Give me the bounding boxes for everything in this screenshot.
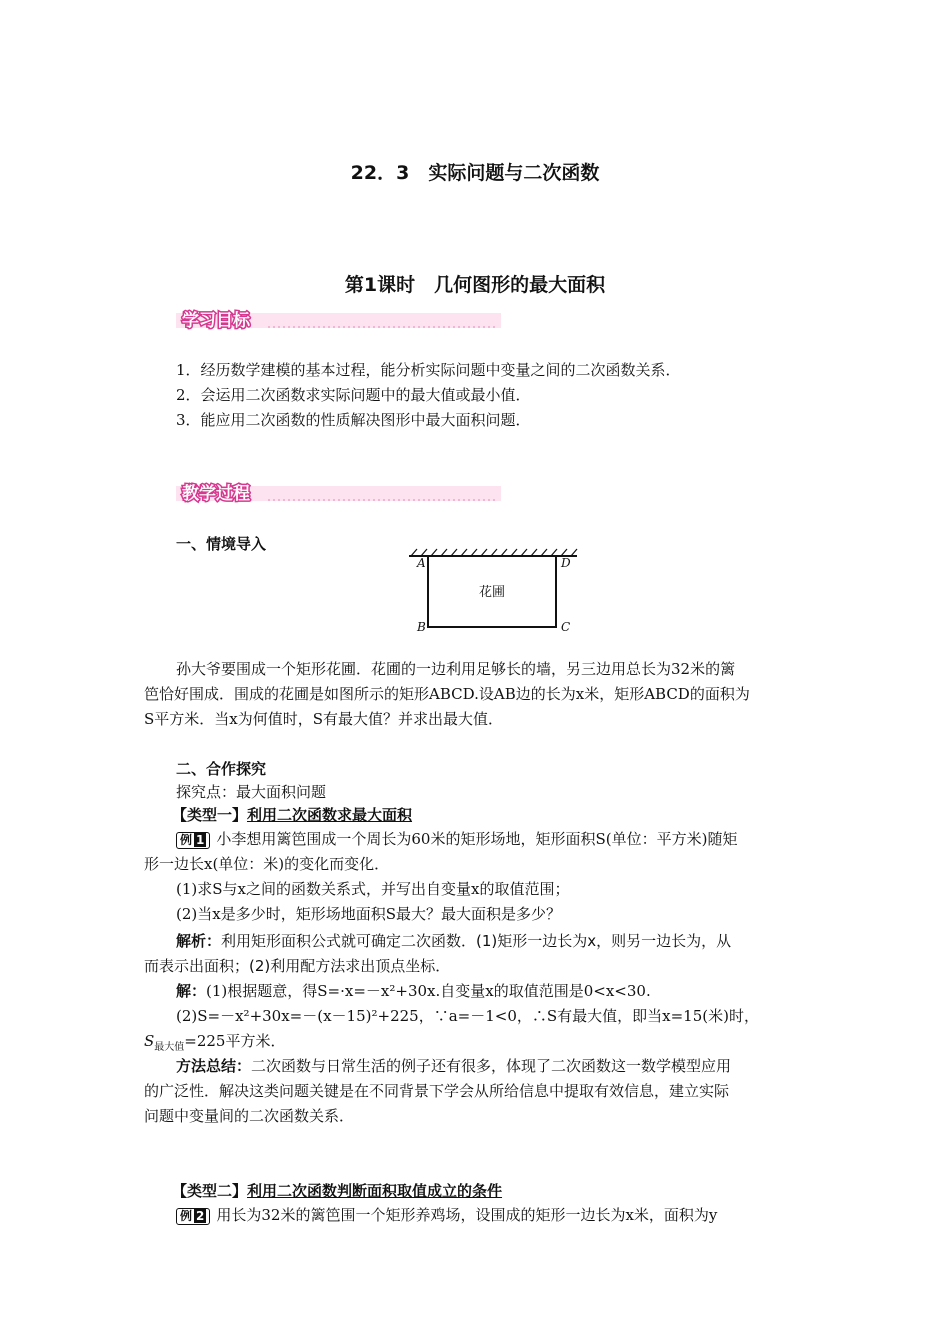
intro-line-3: S平方米．当x为何值时，S有最大值？并求出最大值． <box>144 710 504 728</box>
goal-1: 1．经历数学建模的基本过程，能分析实际问题中变量之间的二次函数关系． <box>176 361 681 379</box>
example-badge-num: 2 <box>196 1209 205 1223</box>
goals-ribbon <box>176 306 501 332</box>
section-title: 22．3 实际问题与二次函数 <box>350 162 600 184</box>
point-b: B <box>417 620 426 634</box>
summary-label: 方法总结： <box>176 1057 252 1075</box>
solution-text-1: (1)根据题意，得S=·x=－x²+30x.自变量x的取值范围是0<x<30. <box>206 982 651 1000</box>
summary-line-2: 的广泛性．解决这类问题关键是在不同背景下学会从所给信息中提取有效信息，建立实际 <box>144 1082 730 1100</box>
example-badge-text: 例 <box>180 1209 193 1223</box>
part2-heading: 二、合作探究 <box>176 760 267 778</box>
type2-title: 利用二次函数判断面积取值成立的条件 <box>247 1182 503 1200</box>
analysis-label: 解析： <box>176 932 222 950</box>
goal-2: 2．会运用二次函数求实际问题中的最大值或最小值． <box>176 386 531 404</box>
type1-bracket: 【类型一】 <box>172 806 248 824</box>
analysis-line-1 <box>176 930 731 951</box>
solution-label: 解： <box>176 982 207 1000</box>
type2-bracket: 【类型二】 <box>172 1182 248 1200</box>
summary-line-3: 问题中变量间的二次函数关系． <box>144 1107 355 1125</box>
solution-text-3: =225平方米． <box>184 1032 286 1050</box>
type1-title: 利用二次函数求最大面积 <box>247 806 413 824</box>
point-d: D <box>561 556 571 570</box>
process-ribbon <box>176 479 501 505</box>
garden-figure <box>405 548 580 636</box>
point-c: C <box>561 620 571 634</box>
solution-line-1 <box>176 980 651 1001</box>
summary-text-1: 二次函数与日常生活的例子还有很多，体现了二次函数这一数学模型应用 <box>251 1057 732 1075</box>
example-badge-num: 1 <box>196 833 205 847</box>
lesson-title: 第1课时 几何图形的最大面积 <box>344 274 606 296</box>
goals-ribbon-text: 学习目标 <box>182 311 250 331</box>
part1-heading: 一、情境导入 <box>176 535 267 553</box>
analysis-line-2: 而表示出面积；(2)利用配方法求出顶点坐标． <box>144 957 451 975</box>
intro-line-2: 笆恰好围成．围成的花圃是如图所示的矩形ABCD.设AB边的长为x米，矩形ABCD的面积为 <box>144 685 750 703</box>
example2-text-1: 用长为32米的篱笆围一个矩形养鸡场，设围成的矩形一边长为x米，面积为y <box>216 1206 718 1224</box>
example2-badge <box>176 1208 210 1225</box>
example1-line-2: 形一边长x(单位：米)的变化而变化． <box>144 855 390 873</box>
example1-line-1 <box>176 828 737 849</box>
example2-line-1 <box>176 1204 717 1225</box>
process-ribbon-text: 教学过程 <box>182 484 250 504</box>
example1-question-2: (2)当x是多少时，矩形场地面积S最大？最大面积是多少？ <box>176 905 561 923</box>
summary-line-1 <box>176 1055 731 1076</box>
goal-3: 3．能应用二次函数的性质解决图形中最大面积问题． <box>176 411 531 429</box>
example-badge-text: 例 <box>180 833 193 847</box>
explore-point: 探究点：最大面积问题 <box>176 783 327 801</box>
example1-question-1: (1)求S与x之间的函数关系式，并写出自变量x的取值范围； <box>176 880 570 898</box>
wall-hatching <box>411 549 577 556</box>
s-symbol: S <box>144 1032 155 1050</box>
type2-heading <box>172 1180 502 1201</box>
type1-heading <box>172 804 412 825</box>
solution-line-2: (2)S=－x²+30x=－(x－15)²+225，∵a=－1<0，∴S有最大值，即当x=15(米)时， <box>176 1007 759 1025</box>
s-subscript: 最大值 <box>154 1042 185 1053</box>
example1-text-1: 小李想用篱笆围成一个周长为60米的矩形场地，矩形面积S(单位：平方米)随矩 <box>216 830 738 848</box>
point-a: A <box>417 556 426 570</box>
intro-line-1: 孙大爷要围成一个矩形花圃．花圃的一边利用足够长的墙，另三边用总长为32米的篱 <box>176 660 736 678</box>
solution-line-3 <box>144 1030 285 1053</box>
analysis-text-1: 利用矩形面积公式就可确定二次函数．(1)矩形一边长为x，则另一边长为，从 <box>221 932 732 950</box>
figure-label: 花圃 <box>479 585 506 600</box>
example1-badge <box>176 832 210 849</box>
